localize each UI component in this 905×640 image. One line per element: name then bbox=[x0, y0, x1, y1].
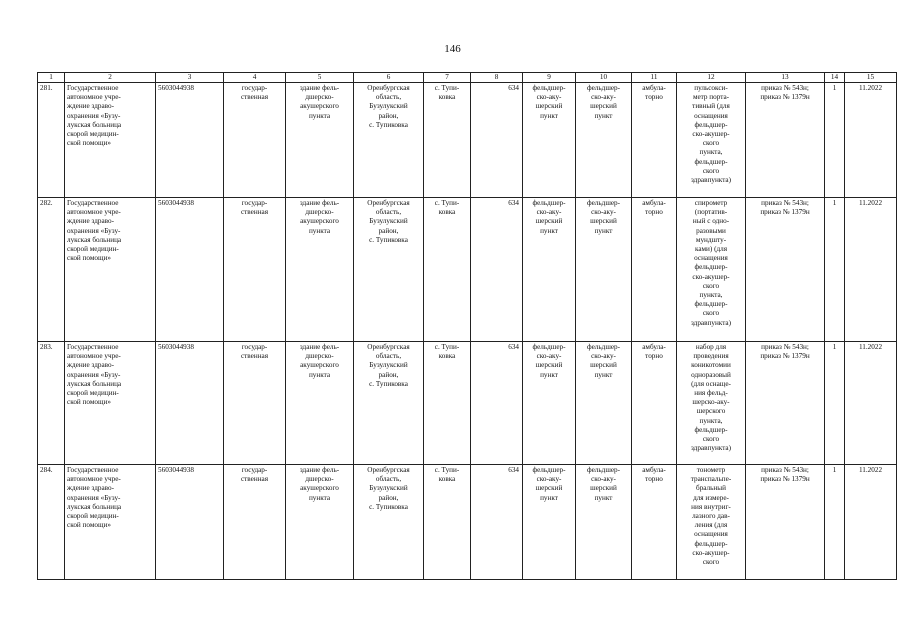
table-row bbox=[38, 465, 897, 580]
row-number: 283. bbox=[38, 342, 65, 465]
equipment-name: тонометр транспальпе- бральный для измере- ния внутриг- лазного дав- ления (для оснащения фельдшер- ско-акушер- ского bbox=[677, 465, 746, 580]
header-cell: 4 bbox=[224, 73, 286, 83]
subdivision-type: фельдшер- ско-аку- шерский пункт bbox=[576, 465, 632, 580]
header-cell: 13 bbox=[746, 73, 825, 83]
organization-name: Государственное автономное учре- ждение здраво- охранения «Бузу- лукская больница скорой медицин- ской помощи» bbox=[65, 465, 156, 580]
table-row bbox=[38, 83, 897, 198]
care-conditions: амбула- торно bbox=[632, 342, 677, 465]
settlement: с. Тупи- ковка bbox=[424, 83, 471, 198]
equipment-name: набор для проведения коникотомии одноразовый (для оснаще- ния фельд- шерско-аку- шерского пункта, фельдшер- ского здравпункта) bbox=[677, 342, 746, 465]
table-row bbox=[38, 198, 897, 342]
building-type: здание фель- дшерско- акушерского пункта bbox=[286, 465, 354, 580]
header-cell: 14 bbox=[825, 73, 845, 83]
delivery-date: 11.2022 bbox=[845, 83, 897, 198]
population: 634 bbox=[471, 198, 523, 342]
header-cell: 3 bbox=[156, 73, 224, 83]
inn: 5603044938 bbox=[156, 465, 224, 580]
header-row bbox=[38, 73, 897, 83]
quantity: 1 bbox=[825, 198, 845, 342]
facility-type: фельдшер- ско-аку- шерский пункт bbox=[523, 83, 576, 198]
header-cell: 10 bbox=[576, 73, 632, 83]
equipment-name: спирометр (портатив- ный с одно- разовыми мундшту- ками) (для оснащения фельдшер- ско-акушер- ского пункта, фельдшер- ского здравпункта) bbox=[677, 198, 746, 342]
quantity: 1 bbox=[825, 83, 845, 198]
address: Оренбургская область, Бузулукский район, с. Тупиковка bbox=[354, 465, 424, 580]
ownership-form: государ- ственная bbox=[224, 342, 286, 465]
order-reference: приказ № 543н; приказ № 1379н bbox=[746, 198, 825, 342]
header-cell: 11 bbox=[632, 73, 677, 83]
order-reference: приказ № 543н; приказ № 1379н bbox=[746, 465, 825, 580]
delivery-date: 11.2022 bbox=[845, 198, 897, 342]
care-conditions: амбула- торно bbox=[632, 83, 677, 198]
facility-type: фельдшер- ско-аку- шерский пункт bbox=[523, 342, 576, 465]
ownership-form: государ- ственная bbox=[224, 83, 286, 198]
population: 634 bbox=[471, 342, 523, 465]
header-cell: 7 bbox=[424, 73, 471, 83]
building-type: здание фель- дшерско- акушерского пункта bbox=[286, 198, 354, 342]
order-reference: приказ № 543н; приказ № 1379н bbox=[746, 83, 825, 198]
care-conditions: амбула- торно bbox=[632, 198, 677, 342]
organization-name: Государственное автономное учре- ждение здраво- охранения «Бузу- лукская больница скорой медицин- ской помощи» bbox=[65, 198, 156, 342]
settlement: с. Тупи- ковка bbox=[424, 465, 471, 580]
equipment-name: пульсокси- метр порта- тивный (для оснащения фельдшер- ско-акушер- ского пункта, фельдшер- ского здравпункта) bbox=[677, 83, 746, 198]
header-cell: 8 bbox=[471, 73, 523, 83]
header-cell: 12 bbox=[677, 73, 746, 83]
ownership-form: государ- ственная bbox=[224, 198, 286, 342]
delivery-date: 11.2022 bbox=[845, 465, 897, 580]
header-cell: 5 bbox=[286, 73, 354, 83]
organization-name: Государственное автономное учре- ждение здраво- охранения «Бузу- лукская больница скорой медицин- ской помощи» bbox=[65, 83, 156, 198]
subdivision-type: фельдшер- ско-аку- шерский пункт bbox=[576, 342, 632, 465]
subdivision-type: фельдшер- ско-аку- шерский пункт bbox=[576, 198, 632, 342]
page-number: 146 bbox=[444, 43, 461, 55]
care-conditions: амбула- торно bbox=[632, 465, 677, 580]
facility-type: фельдшер- ско-аку- шерский пункт bbox=[523, 198, 576, 342]
organization-name: Государственное автономное учре- ждение здраво- охранения «Бузу- лукская больница скорой медицин- ской помощи» bbox=[65, 342, 156, 465]
subdivision-type: фельдшер- ско-аку- шерский пункт bbox=[576, 83, 632, 198]
population: 634 bbox=[471, 83, 523, 198]
population: 634 bbox=[471, 465, 523, 580]
address: Оренбургская область, Бузулукский район, с. Тупиковка bbox=[354, 83, 424, 198]
settlement: с. Тупи- ковка bbox=[424, 198, 471, 342]
inn: 5603044938 bbox=[156, 198, 224, 342]
ownership-form: государ- ственная bbox=[224, 465, 286, 580]
address: Оренбургская область, Бузулукский район, с. Тупиковка bbox=[354, 342, 424, 465]
inn: 5603044938 bbox=[156, 83, 224, 198]
table-row bbox=[38, 342, 897, 465]
inn: 5603044938 bbox=[156, 342, 224, 465]
settlement: с. Тупи- ковка bbox=[424, 342, 471, 465]
quantity: 1 bbox=[825, 465, 845, 580]
header-cell: 2 bbox=[65, 73, 156, 83]
header-cell: 15 bbox=[845, 73, 897, 83]
row-number: 281. bbox=[38, 83, 65, 198]
header-cell: 1 bbox=[38, 73, 65, 83]
building-type: здание фель- дшерско- акушерского пункта bbox=[286, 342, 354, 465]
building-type: здание фель- дшерско- акушерского пункта bbox=[286, 83, 354, 198]
header-cell: 6 bbox=[354, 73, 424, 83]
delivery-date: 11.2022 bbox=[845, 342, 897, 465]
address: Оренбургская область, Бузулукский район, с. Тупиковка bbox=[354, 198, 424, 342]
header-cell: 9 bbox=[523, 73, 576, 83]
facility-type: фельдшер- ско-аку- шерский пункт bbox=[523, 465, 576, 580]
order-reference: приказ № 543н; приказ № 1379н bbox=[746, 342, 825, 465]
quantity: 1 bbox=[825, 342, 845, 465]
equipment-table bbox=[37, 72, 897, 580]
row-number: 284. bbox=[38, 465, 65, 580]
row-number: 282. bbox=[38, 198, 65, 342]
